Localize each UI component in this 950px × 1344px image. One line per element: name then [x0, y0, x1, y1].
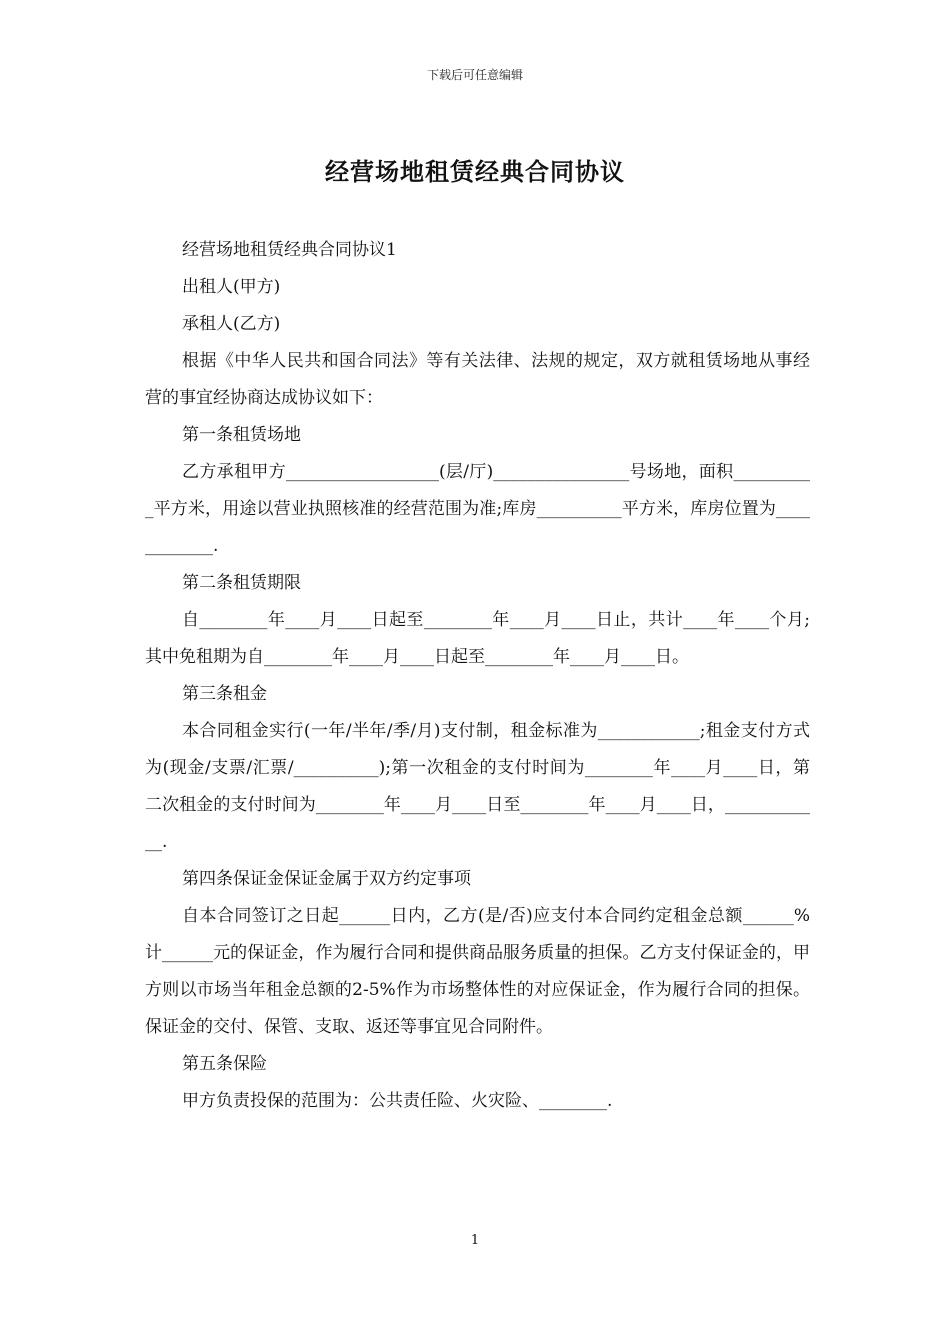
article-1-heading: 第一条租赁场地 — [182, 425, 301, 445]
article-5-body: 甲方负责投保的范围为：公共责任险、火灾险、________. — [182, 1091, 613, 1111]
article-2-body: 自________年____月____日起至________年____月____日止，共计____年____个月;其中免租期为自________年____月____日起至________年____月____日。 — [145, 610, 810, 667]
article-3-heading: 第三条租金 — [182, 684, 267, 704]
article-1-body: 乙方承租甲方__________________(层/厅)________________号场地，面积__________平方米，用途以营业执照核准的经营范围为准;库房__________平方米，库房位置为____________. — [145, 462, 810, 556]
article-4-body: 自本合同签订之日起______日内，乙方(是/否)应支付本合同约定租金总额______%计______元的保证金，作为履行合同和提供商品服务质量的担保。乙方支付保证金的，甲方则以市场当年租金总额的2-5%作为市场整体性的对应保证金，作为履行合同的担保。保证金的交付、保管、支取、返还等事宜见合同附件。 — [145, 906, 810, 1037]
article-5-heading: 第五条保险 — [182, 1054, 267, 1074]
preamble-paragraph: 根据《中华人民共和国合同法》等有关法律、法规的规定，双方就租赁场地从事经营的事宜经协商达成协议如下： — [145, 351, 810, 408]
page-number: 1 — [470, 1233, 480, 1248]
document-body — [145, 232, 810, 1120]
agreement-number-line: 经营场地租赁经典合同协议1 — [182, 240, 397, 260]
lessee-line: 承租人(乙方) — [182, 314, 281, 334]
header-note: 下载后可任意编辑 — [426, 68, 523, 82]
lessor-line: 出租人(甲方) — [182, 277, 281, 297]
document-title: 经营场地租赁经典合同协议 — [325, 157, 625, 186]
article-4-heading: 第四条保证金保证金属于双方约定事项 — [182, 869, 471, 889]
article-2-heading: 第二条租赁期限 — [182, 573, 301, 593]
article-3-body: 本合同租金实行(一年/半年/季/月)支付制，租金标准为____________;租金支付方式为(现金/支票/汇票/__________);第一次租金的支付时间为________年____月____日，第二次租金的支付时间为________年____月____日至________年____月____日，____________. — [145, 721, 810, 852]
